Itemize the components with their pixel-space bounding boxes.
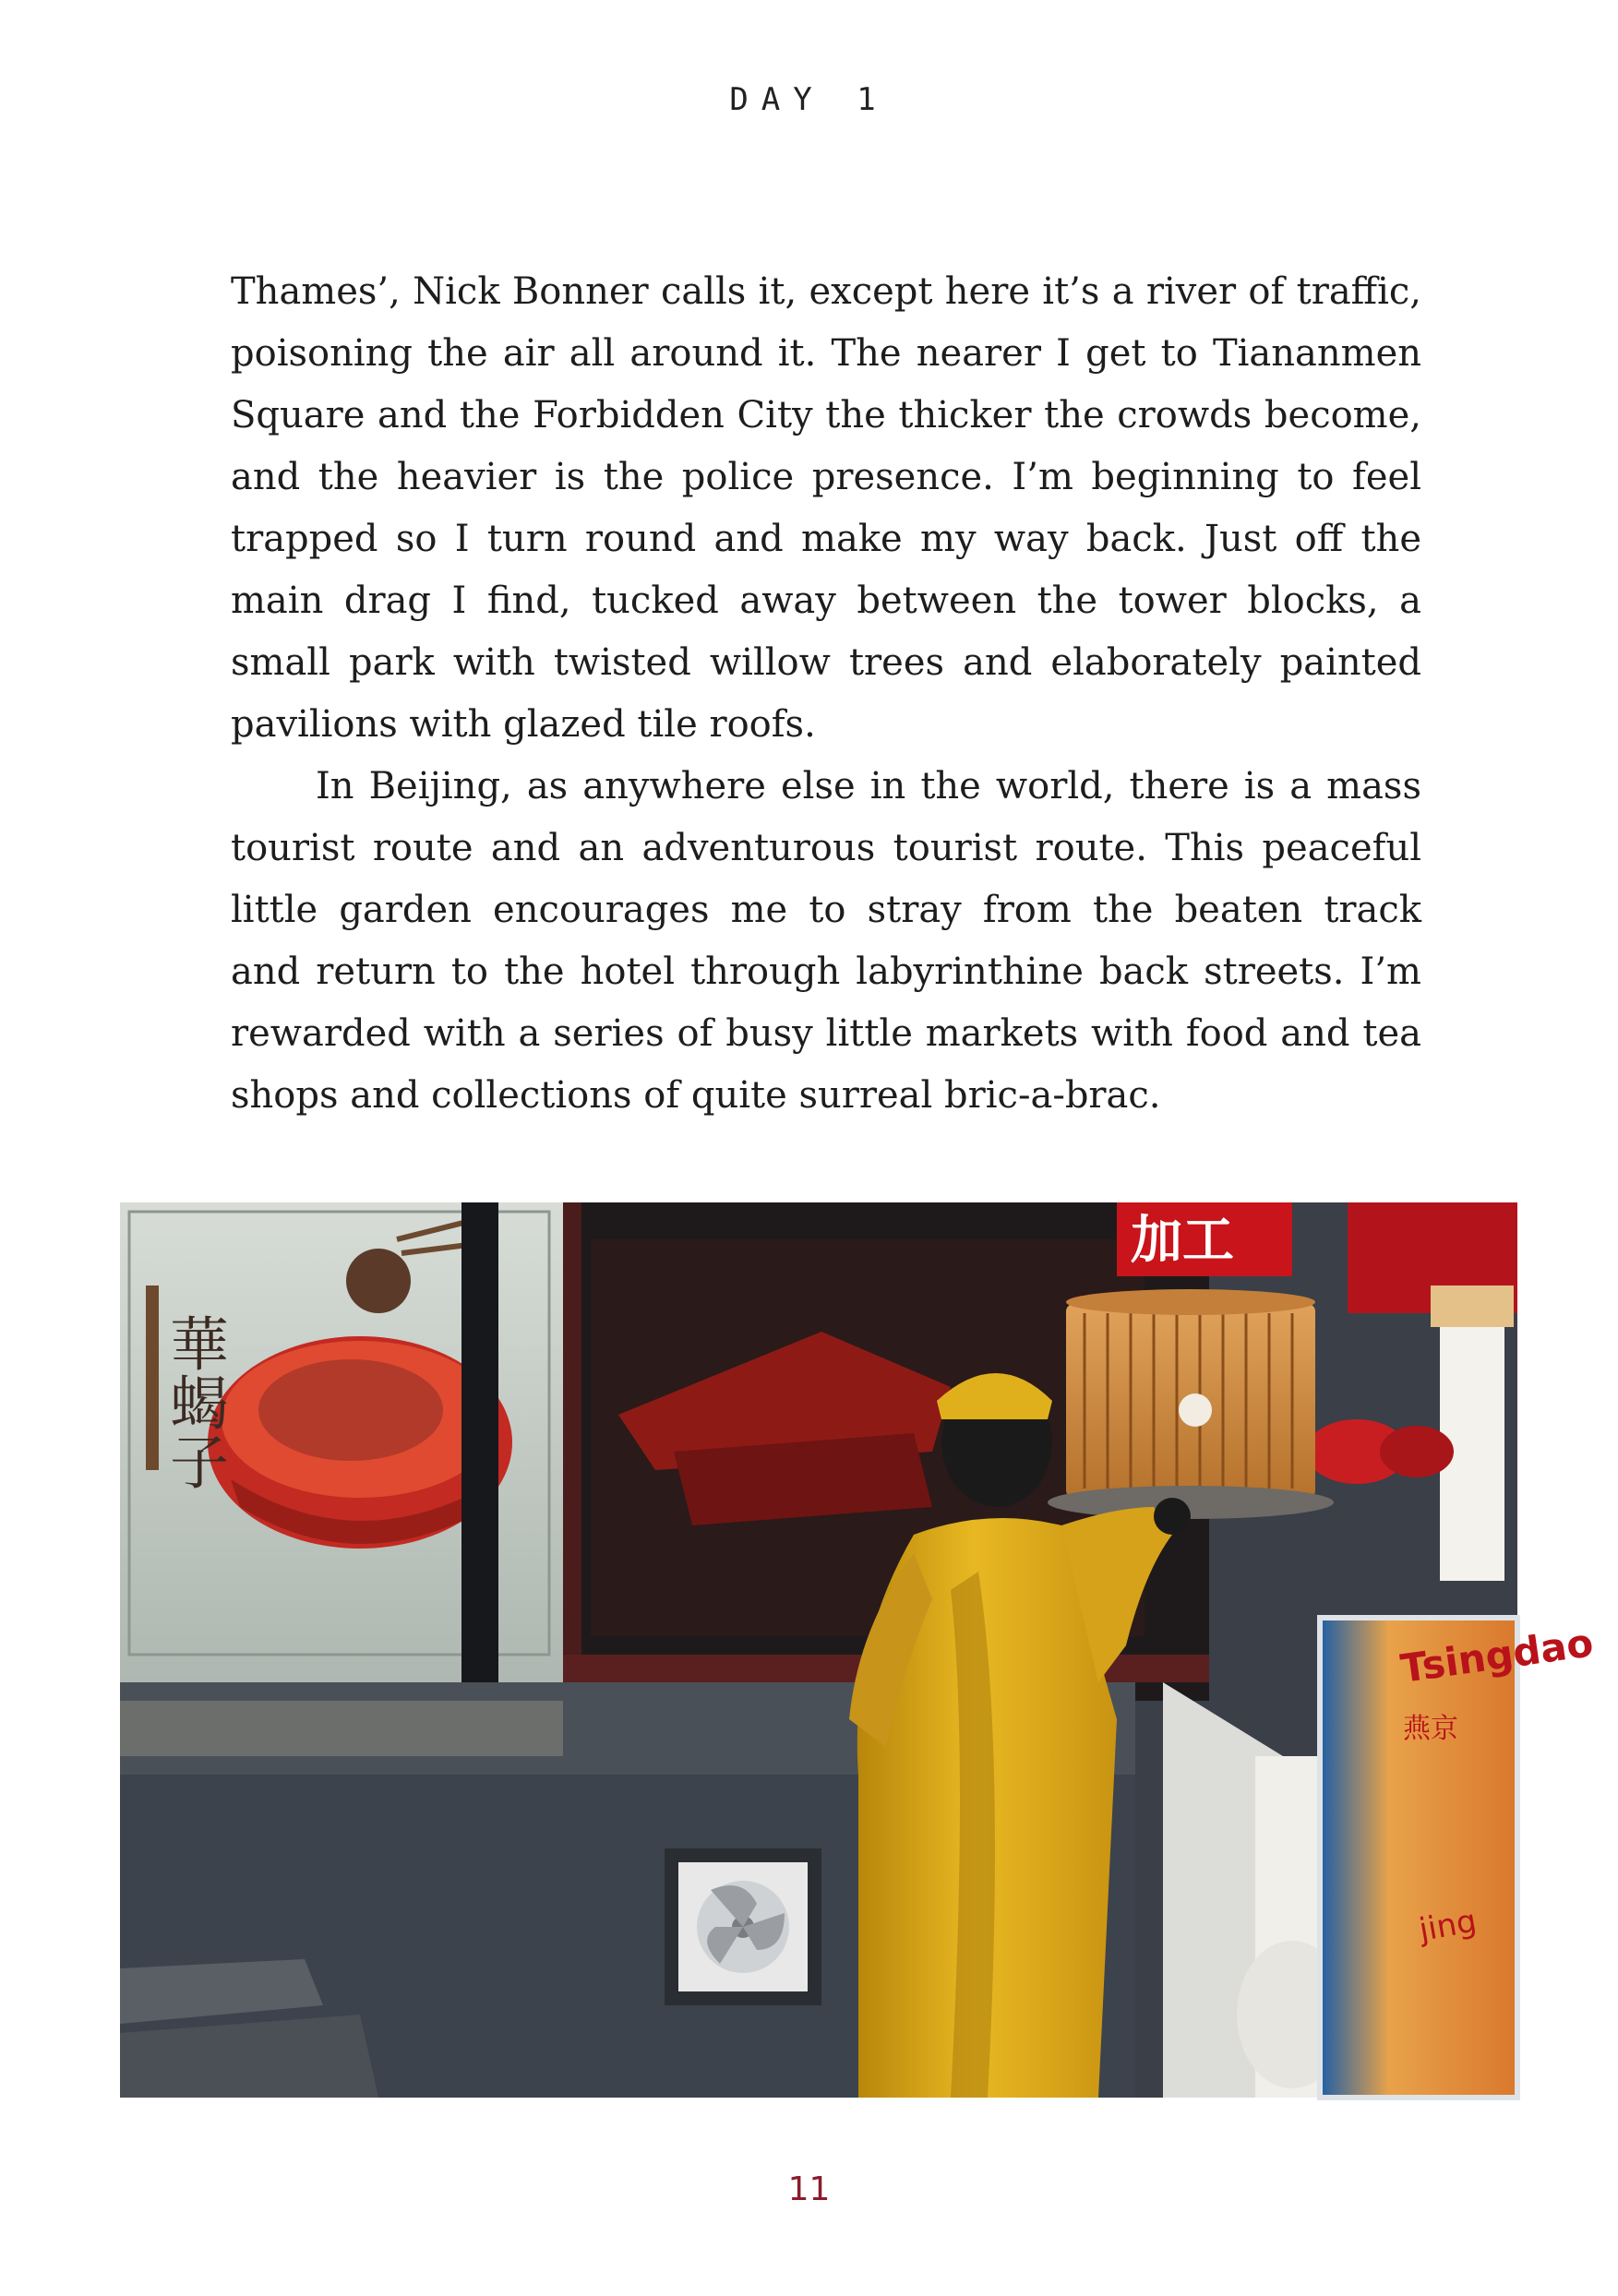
text-line-paragraph-start: In Beijing, as anywhere else in the world, there is a mass — [316, 765, 1421, 807]
text-line: little garden encourages me to stray from the beaten track — [231, 889, 1421, 931]
text-line: main drag I find, tucked away between the tower blocks, a — [231, 580, 1421, 622]
text-line-paragraph-end: pavilions with glazed tile roofs. — [231, 703, 816, 746]
text-line: and the heavier is the police presence. I’m beginning to feel — [231, 456, 1421, 498]
text-line: small park with twisted willow trees and elaborately painted — [231, 641, 1421, 684]
text-line-paragraph-end: shops and collections of quite surreal bric-a-brac. — [231, 1074, 1161, 1117]
text-line: and return to the hotel through labyrinthine back streets. I’m — [231, 951, 1421, 993]
running-head: DAY 1 — [729, 81, 889, 118]
text-line: Square and the Forbidden City the thicker the crowds become, — [231, 394, 1421, 436]
shop-sign: 加工 — [1131, 1211, 1234, 1271]
text-line: rewarded with a series of busy little markets with food and tea — [231, 1012, 1421, 1055]
page-number: 11 — [787, 2170, 831, 2208]
body-text — [231, 261, 1421, 1127]
text-line: poisoning the air all around it. The nearer I get to Tiananmen — [231, 332, 1421, 375]
beer-sign-text: Tsingdao — [1397, 1620, 1597, 1692]
text-line: Thames’, Nick Bonner calls it, except here it’s a river of traffic, — [231, 270, 1421, 313]
poster-text: 華蝎子 — [160, 1313, 228, 1490]
beer-sign-chinese: 燕京 — [1403, 1713, 1458, 1745]
street-photo — [120, 1202, 1597, 2098]
beer-sign-lower: jing — [1416, 1902, 1480, 1949]
text-line: trapped so I turn round and make my way back. Just off the — [231, 518, 1421, 560]
text-line: tourist route and an adventurous tourist route. This peaceful — [231, 827, 1421, 869]
